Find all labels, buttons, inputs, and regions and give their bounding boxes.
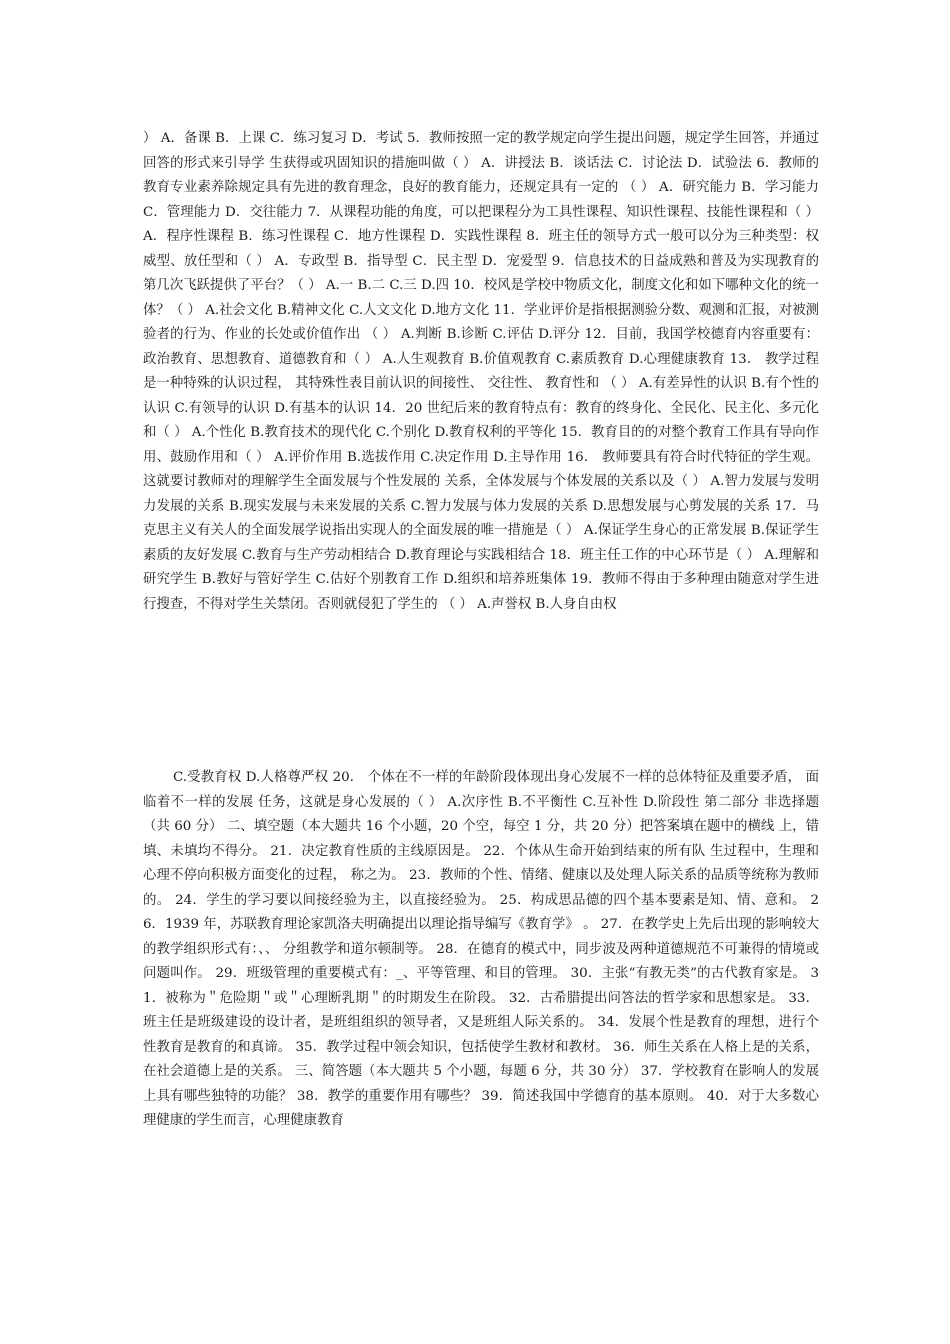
question-text-block-1: ） A．备课 B．上课 C．练习复习 D．考试 5．教师按照一定的教学规定向学生提出问题，规定学生回答，并通过回答的形式来引导学 生获得或巩固知识的措施叫做（ ） A．讲授法 B．谈话法 C．讨论法 D．试验法 6．教师的教育专业素养除规定具有先进的教育理念，良好的教育能力，还规定具有一定的 （ ） A．研究能力 B．学习能力 C．管理能力 D．交往能力 7．从课程功能的角度，可以把课程分为工具性课程、知识性课程、技能性课程和（ ） A．程序性课程 B．练习性课程 C．地方性课程 D．实践性课程 8．班主任的领导方式一般可以分为三种类型：权威型、放任型和（ ） A．专政型 B．指导型 C．民主型 D．宠爱型 9．信息技术的日益成熟和普及为实现教育的第几次飞跃提供了平台？（ ） A.一 B.二 C.三 D.四 10．校风是学校中物质文化，制度文化和如下哪种文化的统一体？（ ） A.社会文化 B.精神文化 C.人文文化 D.地方文化 11．学业评价是指根据测验分数、观测和汇报，对被测验者的行为、作业的长处或价值作出 （ ） A.判断 B.诊断 C.评估 D.评分 12．目前，我国学校德育内容重要有：政治教育、思想教育、道德教育和（ ） A.人生观教育 B.价值观教育 C.素质教育 D.心理健康教育 13． 教学过程是一种特殊的认识过程， 其特殊性表目前认识的间接性、 交往性、 教育性和 （ ） A.有差异性的认识 B.有个性的认识 C.有领导的认识 D.有基本的认识 14．20 世纪后来的教育特点有：教育的终身化、全民化、民主化、多元化和（ ） A.个性化 B.教育技术的现代化 C.个别化 D.教育权利的平等化 15．教育目的的对整个教育工作具有导向作用、鼓励作用和（ ） A.评价作用 B.选拔作用 C.决定作用 D.主导作用 16． 教师要具有符合时代特征的学生观。 这就要讨教师对的理解学生全面发展与个性发展的 关系，全体发展与个体发展的关系以及（ ） A.智力发展与发明力发展的关系 B.现实发展与未来发展的关系 C.智力发展与体力发展的关系 D.思想发展与心剪发展的关系 17．马克思主义有关人的全面发展学说指出实现人的全面发展的唯一措施是（ ） A.保证学生身心的正常发展 B.保证学生素质的友好发展 C.教育与生产劳动相结合 D.教育理论与实践相结合 18．班主任工作的中心环节是（ ） A.理解和研究学生 B.教好与管好学生 C.估好个别教育工作 D.组织和培养班集体 19．教师不得由于多种理由随意对学生进行搜查，不得对学生关禁闭。否则就侵犯了学生的 （ ） A.声誉权 B.人身自由权 (143, 131, 819, 612)
question-text-block-2: C.受教育权 D.人格尊严权 20． 个体在不一样的年龄阶段体现出身心发展不一样的总体特征及重要矛盾， 面临着不一样的发展 任务，这就是身心发展的（ ） A.次序性 B.不平衡性 C.互补性 D.阶段性 第二部分 非选择题（共 60 分） 二、填空题（本大题共 16 个小题，20 个空，每空 1 分，共 20 分）把答案填在题中的横线 上，错填、未填均不得分。 21．决定教育性质的主线原因是。 22．个体从生命开始到结束的所有队 生过程中，生理和心理不停向积极方面变化的过程， 称之为。 23．教师的个性、情绪、健康以及处理人际关系的品质等统称为教师的。 24．学生的学习要以间接经验为主，以直接经验为。 25．构成思品德的四个基本要素是知、情、意和。 26．1939 年，苏联教育理论家凯洛夫明确提出以理论指导编写《教育学》 。 27．在教学史上先后出现的影响较大的教学组织形式有：、、 分组教学和道尔顿制等。 28．在德育的模式中，同步波及两种道德规范不可兼得的情境或问题叫作。 29．班级管理的重要模式有：_、平等管理、和目的管理。 30．主张“有教无类”的古代教育家是。 31．被称为＂危险期＂或＂心理断乳期＂的时期发生在阶段。 32．古希腊提出问答法的哲学家和思想家是。 33．班主任是班级建设的设计者，是班组组织的领导者，又是班组人际关系的。 34．发展个性是教育的理想，进行个性教育是教育的和真谛。 35．教学过程中领会知识，包括使学生教材和教材。 36．师生关系在人格上是的关系，在社会道德上是的关系。 三、简答题（本大题共 5 个小题，每题 6 分，共 30 分） 37．学校教育在影响人的发展上具有哪些独特的功能？ 38．教学的重要作用有哪些？ 39．简述我国中学德育的基本原则。 40．对于大多数心理健康的学生而言，心理健康教育 (143, 770, 819, 1128)
